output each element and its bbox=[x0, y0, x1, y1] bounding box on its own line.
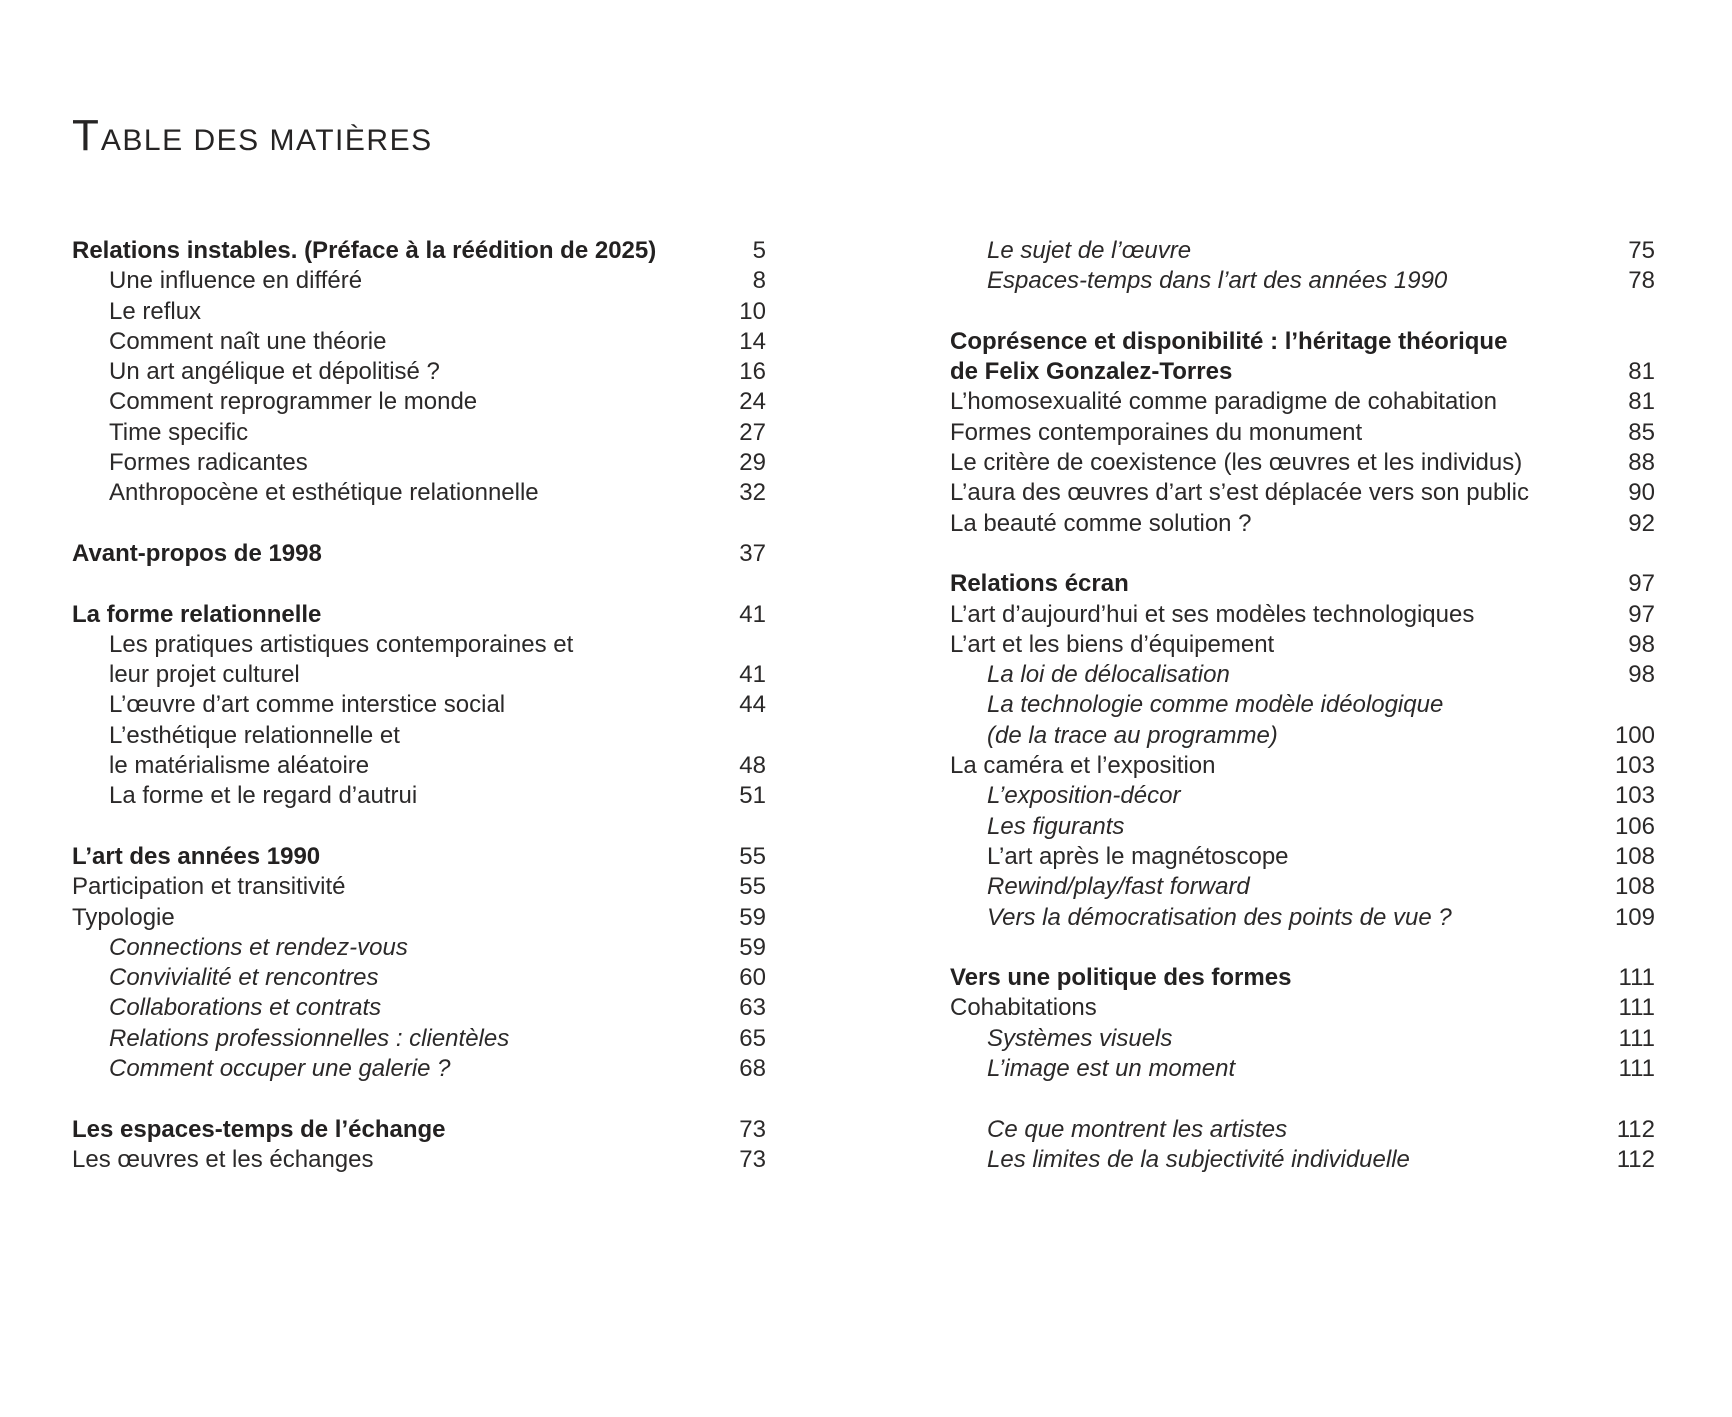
toc-entry-title: Participation et transitivité bbox=[72, 873, 346, 901]
toc-entry-title: L’art des années 1990 bbox=[72, 842, 321, 870]
toc-entry-page: 85 bbox=[1628, 418, 1655, 446]
toc-entry bbox=[950, 387, 1655, 417]
toc-entry-title: de Felix Gonzalez-Torres bbox=[950, 358, 1233, 386]
toc-entry bbox=[950, 842, 1655, 872]
toc-entry-page: 97 bbox=[1628, 600, 1655, 628]
toc-entry bbox=[72, 690, 766, 720]
toc-entry bbox=[950, 1054, 1655, 1084]
toc-entry-title: L’art après le magnétoscope bbox=[987, 842, 1289, 870]
toc-entry-page: 98 bbox=[1628, 630, 1655, 658]
toc-entry bbox=[72, 963, 766, 993]
toc-entry-title: Relations instables. (Préface à la réédition de 2025) bbox=[72, 237, 657, 264]
toc-entry-title: L’esthétique relationnelle et bbox=[109, 721, 400, 749]
toc-entry-title: Le critère de coexistence (les œuvres et les individus) bbox=[950, 449, 1523, 477]
toc-entry bbox=[950, 600, 1655, 630]
toc-entry-title: Comment reprogrammer le monde bbox=[109, 388, 478, 416]
toc-entry-page: 29 bbox=[739, 449, 766, 477]
toc-entry bbox=[72, 266, 766, 296]
toc-entry bbox=[950, 569, 1655, 599]
toc-entry-page: 103 bbox=[1614, 752, 1655, 780]
toc-entry-title: Typologie bbox=[72, 903, 175, 931]
toc-entry-page: 112 bbox=[1616, 1145, 1655, 1173]
toc-entry bbox=[72, 1024, 766, 1054]
toc-entry-page: 97 bbox=[1628, 570, 1655, 598]
toc-entry bbox=[950, 236, 1655, 266]
toc-entry-title: Espaces-temps dans l’art des années 1990 bbox=[987, 267, 1448, 295]
toc-entry-page: 92 bbox=[1628, 509, 1655, 537]
toc-entry-page: 51 bbox=[739, 782, 766, 810]
toc-entry bbox=[950, 993, 1655, 1023]
toc-entry-page: 59 bbox=[739, 933, 766, 961]
toc-entry-title: Relations écran bbox=[950, 570, 1129, 598]
toc-entry-title: Coprésence et disponibilité : l’héritage théorique bbox=[950, 327, 1508, 355]
toc-entry bbox=[72, 872, 766, 902]
toc-entry-page: 98 bbox=[1628, 661, 1655, 689]
toc-entry bbox=[950, 660, 1655, 690]
toc-entry-page: 108 bbox=[1614, 873, 1655, 901]
toc-entry-title: Time specific bbox=[109, 418, 249, 446]
toc-entry bbox=[950, 903, 1655, 933]
toc-entry-title: Relations professionnelles : clientèles bbox=[109, 1024, 510, 1052]
toc-entry-page: 73 bbox=[739, 1115, 766, 1143]
toc-entry bbox=[72, 1145, 766, 1175]
toc-entry bbox=[950, 630, 1655, 660]
toc-entry-page: 44 bbox=[739, 691, 766, 719]
toc-entry-title: La beauté comme solution ? bbox=[950, 509, 1252, 537]
toc-entry bbox=[72, 1054, 766, 1084]
toc-entry-page: 24 bbox=[739, 388, 766, 416]
toc-entry-title: Les limites de la subjectivité individuelle bbox=[987, 1145, 1410, 1173]
toc-entry-page: 48 bbox=[739, 752, 766, 780]
toc-entry-title: Anthropocène et esthétique relationnelle bbox=[109, 479, 539, 507]
toc-entry bbox=[72, 357, 766, 387]
toc-entry-page: 5 bbox=[752, 237, 766, 264]
toc-entry-title: Le reflux bbox=[109, 297, 202, 325]
toc-entry-title: Comment naît une théorie bbox=[109, 327, 387, 355]
toc-entry bbox=[950, 1145, 1655, 1175]
toc-entry bbox=[72, 327, 766, 357]
toc-entry-title: Convivialité et rencontres bbox=[109, 964, 379, 992]
toc-entry-title: Ce que montrent les artistes bbox=[987, 1115, 1288, 1143]
toc-entry-title: Formes radicantes bbox=[109, 449, 308, 477]
toc-entry bbox=[950, 266, 1655, 296]
toc-entry bbox=[72, 236, 766, 266]
toc-entry-page: 63 bbox=[739, 994, 766, 1022]
toc-entry-title: La forme et le regard d’autrui bbox=[109, 782, 418, 810]
toc-entry-page: 75 bbox=[1628, 237, 1655, 264]
toc-entry-title: Les œuvres et les échanges bbox=[72, 1145, 374, 1173]
toc-entry bbox=[72, 630, 766, 660]
toc-entry-page: 109 bbox=[1614, 903, 1655, 931]
toc-entry bbox=[950, 721, 1655, 751]
toc-entry-title: Connections et rendez-vous bbox=[109, 933, 408, 961]
toc-entry-title: Les espaces-temps de l’échange bbox=[72, 1115, 446, 1143]
toc-entry-page: 81 bbox=[1628, 358, 1655, 386]
toc-entry bbox=[950, 751, 1655, 781]
toc-entry-title: Les figurants bbox=[987, 812, 1125, 840]
toc-entry-page: 90 bbox=[1628, 479, 1655, 507]
toc-entry-page: 111 bbox=[1618, 1055, 1655, 1083]
toc-entry bbox=[72, 781, 766, 811]
toc-entry-page: 111 bbox=[1618, 964, 1655, 992]
toc-entry-title: L’exposition-décor bbox=[987, 782, 1181, 810]
toc-entry-page: 8 bbox=[752, 267, 766, 295]
toc-entry-page: 106 bbox=[1614, 812, 1655, 840]
toc-entry-page: 65 bbox=[739, 1024, 766, 1052]
toc-entry-title: L’image est un moment bbox=[987, 1055, 1236, 1083]
toc-entry-page: 59 bbox=[739, 903, 766, 931]
toc-entry bbox=[950, 963, 1655, 993]
toc-entry-title: Comment occuper une galerie ? bbox=[109, 1055, 451, 1083]
toc-entry bbox=[72, 387, 766, 417]
toc-entry-page: 32 bbox=[739, 479, 766, 507]
toc-entry-page: 55 bbox=[739, 842, 766, 870]
toc-entry-title: Collaborations et contrats bbox=[109, 994, 382, 1022]
toc-entry bbox=[72, 448, 766, 478]
toc-entry-page: 37 bbox=[739, 539, 766, 567]
toc-entry-title: Avant-propos de 1998 bbox=[72, 539, 322, 567]
toc-entry-title: Cohabitations bbox=[950, 994, 1097, 1022]
toc-entry-title: Systèmes visuels bbox=[987, 1024, 1173, 1052]
toc-entry bbox=[950, 781, 1655, 811]
toc-entry-page: 10 bbox=[739, 297, 766, 325]
toc-entry-page: 111 bbox=[1618, 1024, 1655, 1052]
toc-entry bbox=[72, 842, 766, 872]
toc-entry-page: 100 bbox=[1614, 721, 1655, 749]
toc-entry-title: Un art angélique et dépolitisé ? bbox=[109, 358, 440, 386]
toc-entry-title: Vers la démocratisation des points de vue ? bbox=[987, 903, 1452, 931]
toc-entry-title: L’art d’aujourd’hui et ses modèles technologiques bbox=[950, 600, 1475, 628]
toc-entry-title: le matérialisme aléatoire bbox=[109, 752, 370, 780]
toc-entry-title: (de la trace au programme) bbox=[987, 721, 1278, 749]
toc-entry bbox=[72, 418, 766, 448]
toc-column-right bbox=[950, 236, 1655, 1175]
toc-entry bbox=[950, 1115, 1655, 1145]
toc-entry-title: L’homosexualité comme paradigme de cohabitation bbox=[950, 388, 1497, 416]
toc-entry-page: 60 bbox=[739, 964, 766, 992]
toc-entry bbox=[72, 660, 766, 690]
page-title: TABLE DES MATIÈRES bbox=[72, 111, 433, 160]
toc-entry-page: 27 bbox=[739, 418, 766, 446]
toc-column-left bbox=[72, 236, 766, 1175]
toc-entry bbox=[950, 478, 1655, 508]
toc-entry bbox=[72, 721, 766, 751]
toc-entry-page: 41 bbox=[739, 600, 766, 628]
toc-entry bbox=[950, 690, 1655, 720]
toc-entry-page: 112 bbox=[1616, 1115, 1655, 1143]
toc-entry-title: Une influence en différé bbox=[109, 267, 363, 295]
toc-entry-page: 16 bbox=[739, 358, 766, 386]
toc-entry-title: L’aura des œuvres d’art s’est déplacée vers son public bbox=[950, 479, 1529, 507]
toc-entry-page: 111 bbox=[1618, 994, 1655, 1022]
toc-entry-page: 103 bbox=[1614, 782, 1655, 810]
toc-entry-title: La loi de délocalisation bbox=[987, 661, 1230, 689]
toc-entry-page: 88 bbox=[1628, 449, 1655, 477]
toc-entry-page: 55 bbox=[739, 873, 766, 901]
toc-entry bbox=[72, 478, 766, 508]
toc-entry bbox=[950, 357, 1655, 387]
toc-entry bbox=[950, 509, 1655, 539]
toc-entry bbox=[950, 418, 1655, 448]
toc-entry bbox=[950, 1024, 1655, 1054]
toc-entry bbox=[72, 1115, 766, 1145]
toc-entry-title: La caméra et l’exposition bbox=[950, 752, 1216, 780]
toc-entry-page: 41 bbox=[739, 661, 766, 689]
toc-entry bbox=[72, 903, 766, 933]
toc-entry-title: L’œuvre d’art comme interstice social bbox=[109, 691, 506, 719]
toc-entry bbox=[950, 872, 1655, 902]
toc-entry-title: Rewind/play/fast forward bbox=[987, 873, 1250, 901]
toc-entry-page: 14 bbox=[739, 327, 766, 355]
toc-entry bbox=[950, 448, 1655, 478]
toc-entry bbox=[72, 751, 766, 781]
toc-entry-page: 73 bbox=[739, 1145, 766, 1173]
toc-entry bbox=[72, 539, 766, 569]
toc-entry-title: La forme relationnelle bbox=[72, 600, 322, 628]
toc-entry-title: La technologie comme modèle idéologique bbox=[987, 691, 1444, 719]
toc-entry bbox=[72, 933, 766, 963]
toc-columns bbox=[72, 236, 1655, 1175]
toc-entry-page: 108 bbox=[1614, 842, 1655, 870]
toc-entry bbox=[72, 600, 766, 630]
toc-entry-title: L’art et les biens d’équipement bbox=[950, 630, 1275, 658]
toc-entry bbox=[950, 812, 1655, 842]
toc-entry-title: Le sujet de l’œuvre bbox=[987, 237, 1192, 264]
toc-entry-title: Vers une politique des formes bbox=[950, 964, 1292, 992]
toc-entry bbox=[72, 297, 766, 327]
toc-entry-title: leur projet culturel bbox=[109, 661, 300, 689]
toc-entry-title: Les pratiques artistiques contemporaines et bbox=[109, 630, 574, 658]
toc-entry-title: Formes contemporaines du monument bbox=[950, 418, 1363, 446]
toc-entry-page: 78 bbox=[1628, 267, 1655, 295]
toc-entry-page: 68 bbox=[739, 1055, 766, 1083]
toc-entry bbox=[72, 993, 766, 1023]
toc-entry bbox=[950, 327, 1655, 357]
toc-entry-page: 81 bbox=[1628, 388, 1655, 416]
